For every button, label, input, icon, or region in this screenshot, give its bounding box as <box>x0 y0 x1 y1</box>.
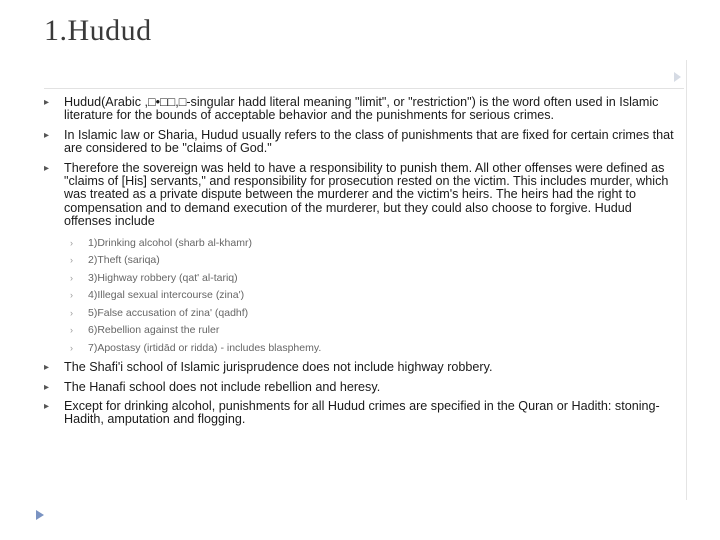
bullet-marker: ▸ <box>44 162 50 174</box>
bullet-marker: ▸ <box>44 400 50 412</box>
sub-bullet-text: 6)Rebellion against the ruler <box>88 324 220 337</box>
bullet-marker: ▸ <box>44 129 50 141</box>
bullet-item <box>40 162 676 229</box>
bullet-text: In Islamic law or Sharia, Hudud usually refers to the class of punishments that are fixed for certain crimes that are considered to be "claims of God." <box>64 127 674 156</box>
sub-bullet-marker: › <box>70 325 73 336</box>
bullet-text: The Shafi'i school of Islamic jurisprudence does not include highway robbery. <box>64 360 493 375</box>
sub-bullet-text: 3)Highway robbery (qat' al-tariq) <box>88 271 238 284</box>
bullet-item <box>40 96 676 123</box>
sub-bullet-marker: › <box>70 237 73 248</box>
sub-bullet-item <box>40 235 676 253</box>
sub-bullet-item <box>40 252 676 270</box>
bullet-list-continued <box>40 361 676 427</box>
slide-title: 1.Hudud <box>44 14 152 47</box>
offense-sub-list <box>40 235 676 358</box>
bullet-marker: ▸ <box>44 381 50 393</box>
sub-bullet-text: 7)Apostasy (irtidād or ridda) - includes blasphemy. <box>88 341 322 354</box>
play-arrow-icon[interactable] <box>36 510 44 520</box>
bullet-item <box>40 400 676 427</box>
sub-bullet-marker: › <box>70 342 73 353</box>
sub-bullet-text: 2)Theft (sariqa) <box>88 254 160 267</box>
sub-bullet-text: 4)Illegal sexual intercourse (zina') <box>88 289 245 302</box>
bullet-item <box>40 129 676 156</box>
triangle-right-icon <box>674 72 681 82</box>
right-divider <box>686 60 687 500</box>
sub-bullet-text: 1)Drinking alcohol (sharb al-khamr) <box>88 236 252 249</box>
bullet-list <box>40 96 676 229</box>
sub-bullet-marker: › <box>70 255 73 266</box>
bullet-text: The Hanafi school does not include rebellion and heresy. <box>64 379 381 394</box>
sub-bullet-text: 5)False accusation of zina' (qadhf) <box>88 306 249 319</box>
sub-bullet-item <box>40 305 676 323</box>
sub-bullet-marker: › <box>70 290 73 301</box>
bullet-marker: ▸ <box>44 97 50 108</box>
sub-bullet-item <box>40 270 676 288</box>
slide-body <box>40 96 676 433</box>
bullet-text: Hudud(Arabic ,□•□□,□-singular hadd literal meaning "limit", or "restriction") is the word often used in Islamic literature for the bounds of acceptable behavior and the punishments for serious crimes. <box>64 95 659 123</box>
sub-bullet-marker: › <box>70 272 73 283</box>
bullet-text: Therefore the sovereign was held to have a responsibility to punish them. All other offenses were defined as "claims of [His] servants," and responsibility for prosecution rested on the victim. This includes murder, which was treated as a private dispute between the murderer and the victim's heirs. The heirs had the right to compensation and to demand execution of the murderer, but they could also choose to forgive. Hudud offenses include <box>64 160 669 229</box>
title-divider <box>44 88 684 89</box>
sub-bullet-marker: › <box>70 307 73 318</box>
sub-bullet-item <box>40 322 676 340</box>
sub-bullet-item <box>40 340 676 358</box>
bullet-item <box>40 381 676 394</box>
bullet-text: Except for drinking alcohol, punishments for all Hudud crimes are specified in the Quran or Hadith: stoning-Hadith, amputation and flogging. <box>64 398 660 427</box>
sub-bullet-item <box>40 287 676 305</box>
bullet-item <box>40 361 676 374</box>
bullet-marker: ▸ <box>44 362 50 374</box>
